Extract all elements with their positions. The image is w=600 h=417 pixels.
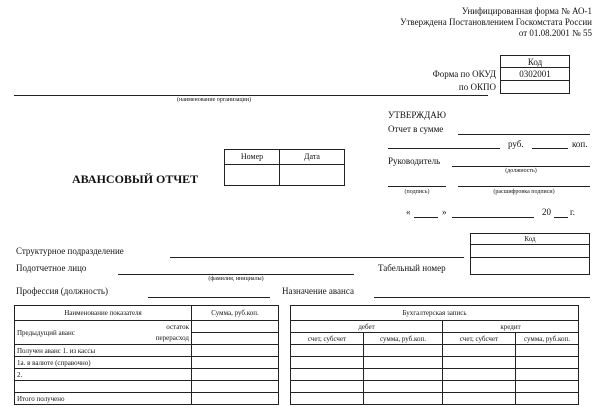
okud-value-cell[interactable] (500, 67, 570, 81)
row-2-sum-cell[interactable] (192, 369, 279, 381)
okpo-value-cell[interactable] (500, 80, 570, 94)
number-date-table (224, 149, 345, 186)
rub-label: руб. (508, 139, 524, 149)
acc-cell[interactable] (291, 345, 364, 357)
acc-cell[interactable] (364, 357, 443, 369)
month-line[interactable] (452, 217, 534, 218)
acc-cell[interactable] (291, 393, 364, 405)
division-kod-cell[interactable] (470, 244, 590, 258)
date-header: Дата (280, 150, 345, 165)
received-label: Получен аванс 1. из кассы (15, 345, 192, 357)
name-header: Наименование показателя (15, 306, 192, 321)
kop-label: коп. (572, 139, 588, 149)
report-sum-words-line[interactable] (388, 148, 500, 149)
approve-title: УТВЕРЖДАЮ (388, 110, 447, 120)
division-label: Структурное подразделение (16, 246, 124, 256)
acc-cell[interactable] (443, 369, 516, 381)
okpo-label: по ОКПО (458, 82, 496, 92)
profession-label: Профессия (должность) (16, 286, 108, 296)
purpose-label: Назначение аванса (282, 286, 354, 296)
received-1a-sum-cell[interactable] (192, 357, 279, 369)
person-kod-label: Код (524, 235, 536, 243)
acc-cell[interactable] (443, 381, 516, 393)
spent-label: Итого получено (15, 393, 192, 405)
kod-label: Код (527, 57, 543, 67)
credit-header: кредит (443, 321, 579, 333)
received-sum-cell[interactable] (192, 345, 279, 357)
division-line[interactable] (170, 257, 464, 258)
tab-number-cell[interactable] (470, 257, 590, 275)
pererashod-sum-cell[interactable] (192, 333, 279, 345)
accountable-line[interactable] (118, 274, 354, 275)
acc-cell[interactable] (516, 357, 579, 369)
decree-date-line: от 01.08.2001 № 55 (518, 28, 592, 38)
acc-cell[interactable] (443, 345, 516, 357)
acc-cell[interactable] (364, 393, 443, 405)
acc-cell[interactable] (364, 345, 443, 357)
received-1a-label: 1а. в валюте (справочно) (15, 357, 192, 369)
quote-close: » (442, 207, 447, 217)
okud-value: 0302001 (519, 69, 551, 79)
credit-sum-header: сумма, руб.коп. (516, 333, 579, 345)
organization-line[interactable] (14, 95, 488, 96)
debit-header: дебет (291, 321, 443, 333)
ostatok-sum-cell[interactable] (192, 321, 279, 333)
quote-open: « (406, 207, 411, 217)
report-sum-line[interactable] (458, 134, 590, 135)
blank-row-sum-cell[interactable] (192, 381, 279, 393)
acc-cell[interactable] (291, 357, 364, 369)
debit-account-header: счет, субсчет (291, 333, 364, 345)
position-line[interactable] (452, 166, 590, 167)
accounting-header: Бухгалтерская запись (291, 306, 579, 321)
decode-caption: (расшифровка подписи) (493, 189, 555, 195)
organization-caption: (наименование организации) (177, 97, 251, 103)
signature-line[interactable] (388, 186, 446, 187)
acc-cell[interactable] (516, 345, 579, 357)
year-suffix: г. (570, 207, 575, 217)
acc-cell[interactable] (364, 381, 443, 393)
acc-cell[interactable] (516, 369, 579, 381)
sum-header: Сумма, руб.коп. (192, 306, 279, 321)
profession-line[interactable] (148, 297, 270, 298)
head-label: Руководитель (388, 156, 441, 166)
row-2-label: 2. (15, 369, 192, 381)
accountable-label: Подотчетное лицо (16, 263, 87, 273)
tab-number-label: Табельный номер (378, 263, 446, 273)
accounting-table (290, 305, 579, 405)
kop-line[interactable] (532, 148, 568, 149)
position-caption: (должность) (505, 168, 537, 174)
prev-advance-label: Предыдущий аванс (15, 321, 118, 345)
approval-line: Утверждена Постановлением Госкомстата России (400, 17, 592, 27)
purpose-line[interactable] (374, 297, 590, 298)
decode-line[interactable] (458, 186, 590, 187)
acc-cell[interactable] (291, 381, 364, 393)
okud-label: Форма по ОКУД (432, 69, 496, 79)
acc-cell[interactable] (364, 369, 443, 381)
acc-cell[interactable] (516, 381, 579, 393)
ostatok-label: остаток (117, 321, 191, 333)
advance-table (14, 305, 279, 405)
credit-account-header: счет, субсчет (443, 333, 516, 345)
signature-caption: (подпись) (404, 189, 430, 195)
pererashod-label: перерасход (117, 333, 191, 345)
spent-sum-cell[interactable] (192, 393, 279, 405)
year-line[interactable] (554, 217, 568, 218)
acc-cell[interactable] (443, 393, 516, 405)
day-line[interactable] (414, 217, 438, 218)
acc-cell[interactable] (291, 369, 364, 381)
year-prefix: 20 (542, 207, 551, 217)
number-cell[interactable] (225, 165, 280, 186)
debit-sum-header: сумма, руб.коп. (364, 333, 443, 345)
date-cell[interactable] (280, 165, 345, 186)
number-header: Номер (225, 150, 280, 165)
name-caption: (фамилия, инициалы) (208, 276, 264, 282)
document-title: АВАНСОВЫЙ ОТЧЕТ (72, 172, 199, 186)
form-type-line: Унифицированная форма № АО-1 (461, 6, 592, 16)
acc-cell[interactable] (443, 357, 516, 369)
acc-cell[interactable] (516, 393, 579, 405)
blank-row-label (15, 381, 192, 393)
report-sum-label: Отчет в сумме (388, 124, 444, 134)
